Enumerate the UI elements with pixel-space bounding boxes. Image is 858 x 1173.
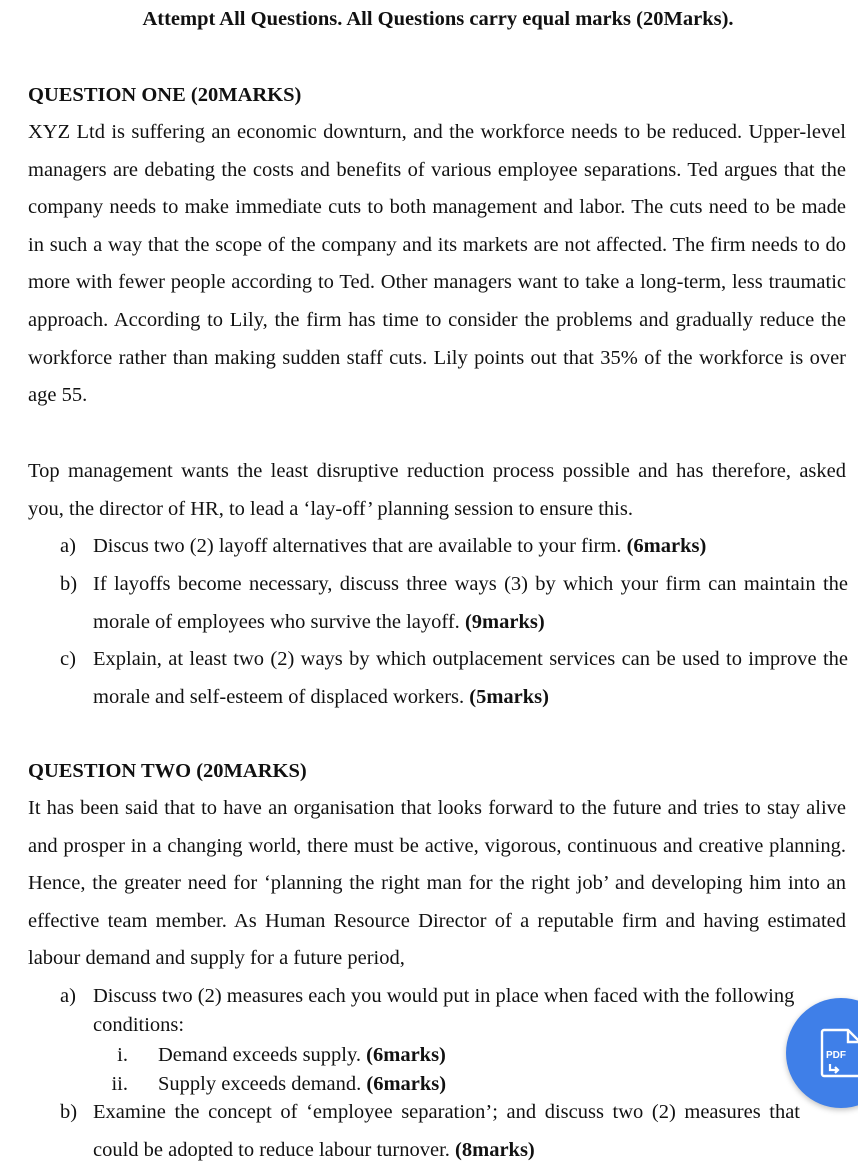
item-label: a): [60, 985, 76, 1007]
exam-instructions: Attempt All Questions. All Questions carry equal marks (20Marks).: [142, 8, 734, 30]
item-text: Examine the concept of ‘employee separation’; and discuss two (2) measures that could be adopted to reduce labour turnover.: [93, 1101, 800, 1161]
item-text: If layoffs become necessary, discuss three ways (3) by which your firm can maintain the morale of employees who survive the layoff.: [93, 573, 848, 633]
question-one-title: QUESTION ONE (20MARKS): [28, 84, 302, 106]
question-two-item-b: [60, 1094, 800, 1169]
item-label: b): [60, 573, 78, 595]
pdf-icon-label: PDF: [826, 1050, 846, 1061]
question-two-scenario: It has been said that to have an organisation that looks forward to the future and tries to stay alive and prosper in a changing world, there must be active, vigorous, continuous and creative planning. Hence, the greater need for ‘planning the right man for the right job’ and developing him into an effective team member. As Human Resource Director of a reputable firm and having estimated labour demand and supply for a future period,: [28, 797, 846, 970]
subitem-marks: (6marks): [366, 1044, 446, 1066]
item-text: Discus two (2) layoff alternatives that are available to your firm.: [93, 535, 627, 557]
question-one-item-c: [60, 641, 848, 716]
subitem-label: ii.: [111, 1073, 128, 1095]
item-text: Discuss two (2) measures each you would put in place when faced with the following conditions:: [93, 985, 795, 1036]
item-marks: (9marks): [464, 610, 545, 633]
item-label: b): [60, 1101, 78, 1123]
question-two-subitem-i: [104, 1041, 804, 1070]
item-label: c): [60, 648, 76, 670]
item-marks: (6marks): [626, 535, 707, 557]
subitem-text: Supply exceeds demand.: [158, 1073, 367, 1095]
pdf-icon: [820, 1028, 858, 1078]
question-two-title: QUESTION TWO (20MARKS): [28, 760, 307, 782]
question-two-item-a: [60, 982, 820, 1039]
question-one-item-a: [60, 528, 848, 566]
subitem-marks: (6marks): [366, 1073, 447, 1095]
subitem-text: Demand exceeds supply.: [158, 1044, 367, 1066]
item-text: Explain, at least two (2) ways by which outplacement services can be used to improve the morale and self-esteem of displaced workers.: [93, 648, 848, 708]
subitem-label: i.: [117, 1044, 128, 1066]
item-marks: (8marks): [455, 1138, 535, 1161]
question-one-scenario: XYZ Ltd is suffering an economic downturn, and the workforce needs to be reduced. Upper-level managers are debating the costs and benefits of various employee separations. Ted argues that the company needs to make immediate cuts to both management and labor. The cuts need to be made in such a way that the scope of the company and its markets are not affected. The firm needs to do more with fewer people according to Ted. Other managers want to take a long-term, less traumatic approach. According to Lily, the firm has time to consider the problems and gradually reduce the workforce rather than making sudden staff cuts. Lily points out that 35% of the workforce is over age 55.: [28, 121, 846, 407]
question-one-task: Top management wants the least disruptive reduction process possible and has therefore, asked you, the director of HR, to lead a ‘lay-off’ planning session to ensure this.: [28, 460, 846, 520]
item-marks: (5marks): [469, 685, 549, 708]
item-label: a): [60, 535, 76, 557]
question-one-item-b: [60, 566, 848, 641]
